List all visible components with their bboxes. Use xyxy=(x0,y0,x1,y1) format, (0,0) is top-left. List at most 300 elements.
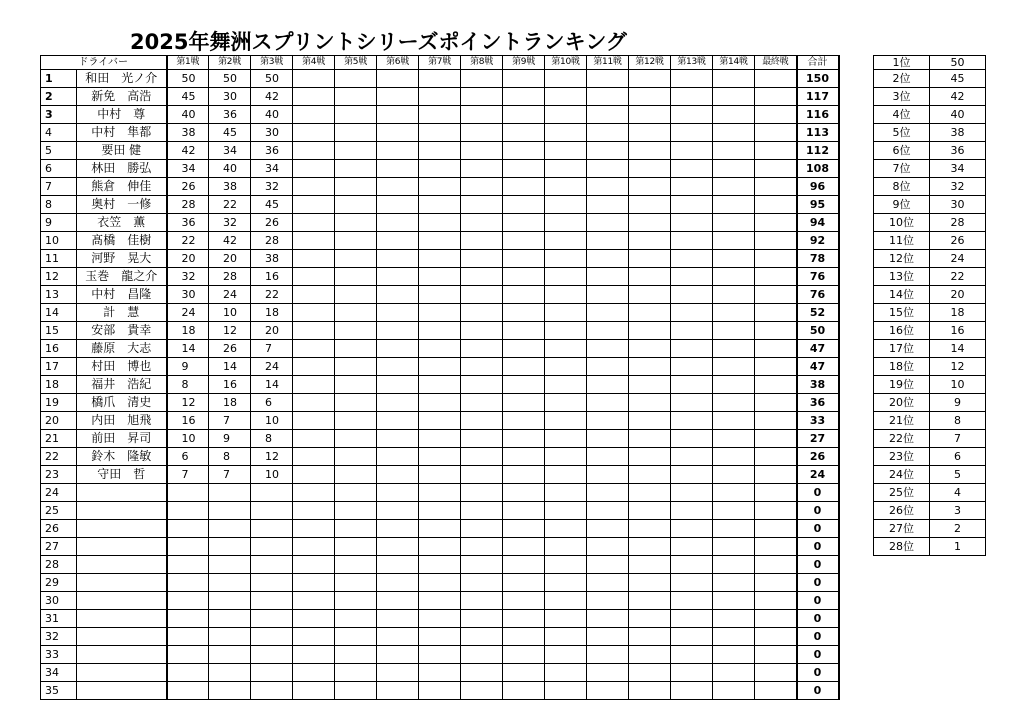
race-points xyxy=(755,664,797,682)
place-points: 9 xyxy=(930,394,986,412)
race-points xyxy=(629,394,671,412)
race-points xyxy=(335,664,377,682)
race-points xyxy=(671,142,713,160)
race-points xyxy=(461,250,503,268)
race-points xyxy=(629,214,671,232)
race-points xyxy=(377,178,419,196)
place-label: 22位 xyxy=(874,430,930,448)
page-title: 2025年舞洲スプリントシリーズポイントランキング xyxy=(130,30,627,54)
place-label: 25位 xyxy=(874,484,930,502)
race-points xyxy=(419,160,461,178)
race-points xyxy=(293,340,335,358)
driver-name xyxy=(77,628,167,646)
race-points xyxy=(545,268,587,286)
race-points xyxy=(377,484,419,502)
place-label: 28位 xyxy=(874,538,930,556)
race-points: 42 xyxy=(209,232,251,250)
place-label: 16位 xyxy=(874,322,930,340)
race-points xyxy=(335,322,377,340)
race-points xyxy=(713,520,755,538)
race-points xyxy=(713,592,755,610)
driver-name xyxy=(77,592,167,610)
race-points xyxy=(671,574,713,592)
race-points xyxy=(419,376,461,394)
race-points xyxy=(629,628,671,646)
total-points: 0 xyxy=(797,538,839,556)
race-points xyxy=(629,178,671,196)
place-label: 13位 xyxy=(874,268,930,286)
race-points xyxy=(755,538,797,556)
race-points xyxy=(671,664,713,682)
race-points xyxy=(503,484,545,502)
race-points xyxy=(335,466,377,484)
place-label: 10位 xyxy=(874,214,930,232)
table-row xyxy=(874,214,986,232)
total-points: 0 xyxy=(797,574,839,592)
race-points xyxy=(755,322,797,340)
driver-name: 安部 貴幸 xyxy=(77,322,167,340)
race-points xyxy=(293,538,335,556)
race-points xyxy=(461,646,503,664)
total-points: 92 xyxy=(797,232,839,250)
race-points xyxy=(629,142,671,160)
race-points xyxy=(293,88,335,106)
race-points xyxy=(251,610,293,628)
race-points xyxy=(293,628,335,646)
row-number: 9 xyxy=(41,214,77,232)
race-points xyxy=(545,664,587,682)
race-points: 20 xyxy=(251,322,293,340)
race-points xyxy=(713,448,755,466)
race-points xyxy=(293,664,335,682)
race-points xyxy=(335,484,377,502)
race-points xyxy=(713,142,755,160)
race-points xyxy=(461,502,503,520)
race-points xyxy=(167,610,209,628)
race-points xyxy=(503,358,545,376)
race-header: 第9戦 xyxy=(503,56,545,70)
race-points: 50 xyxy=(167,70,209,88)
race-points xyxy=(755,124,797,142)
race-points xyxy=(419,412,461,430)
race-points xyxy=(671,196,713,214)
place-label: 9位 xyxy=(874,196,930,214)
race-points xyxy=(755,232,797,250)
table-row xyxy=(874,88,986,106)
race-points xyxy=(461,538,503,556)
race-points xyxy=(545,250,587,268)
race-points xyxy=(713,304,755,322)
race-points xyxy=(545,214,587,232)
race-points xyxy=(419,466,461,484)
driver-name xyxy=(77,646,167,664)
race-points xyxy=(251,682,293,700)
race-points xyxy=(377,106,419,124)
race-points xyxy=(377,430,419,448)
race-points xyxy=(713,196,755,214)
race-points xyxy=(629,556,671,574)
table-row xyxy=(41,556,839,574)
race-points xyxy=(503,250,545,268)
place-points: 38 xyxy=(930,124,986,142)
race-points xyxy=(755,574,797,592)
race-points xyxy=(755,628,797,646)
race-points xyxy=(461,286,503,304)
race-points xyxy=(419,196,461,214)
race-points xyxy=(293,646,335,664)
place-label: 14位 xyxy=(874,286,930,304)
race-points xyxy=(167,646,209,664)
row-number: 18 xyxy=(41,376,77,394)
driver-name xyxy=(77,520,167,538)
race-points xyxy=(503,376,545,394)
race-points: 30 xyxy=(167,286,209,304)
race-points xyxy=(629,574,671,592)
race-points xyxy=(377,538,419,556)
race-points xyxy=(377,502,419,520)
race-points xyxy=(629,502,671,520)
table-row xyxy=(41,340,839,358)
race-points xyxy=(713,466,755,484)
race-points: 32 xyxy=(251,178,293,196)
driver-name: 福井 浩紀 xyxy=(77,376,167,394)
race-points xyxy=(293,286,335,304)
race-points: 38 xyxy=(167,124,209,142)
race-points xyxy=(461,448,503,466)
race-points xyxy=(503,628,545,646)
race-points xyxy=(713,358,755,376)
race-points xyxy=(377,124,419,142)
race-points xyxy=(713,610,755,628)
race-header: 第6戦 xyxy=(377,56,419,70)
race-points xyxy=(461,106,503,124)
race-points xyxy=(461,412,503,430)
race-points xyxy=(419,124,461,142)
race-points xyxy=(293,682,335,700)
race-points xyxy=(335,412,377,430)
race-points: 18 xyxy=(167,322,209,340)
race-points xyxy=(545,448,587,466)
place-points: 42 xyxy=(930,88,986,106)
race-points xyxy=(755,358,797,376)
race-points xyxy=(335,124,377,142)
row-number: 26 xyxy=(41,520,77,538)
race-points xyxy=(461,160,503,178)
race-points xyxy=(545,646,587,664)
race-points xyxy=(209,646,251,664)
race-points xyxy=(545,304,587,322)
driver-name: 衣笠 薫 xyxy=(77,214,167,232)
race-points xyxy=(209,682,251,700)
race-points xyxy=(461,628,503,646)
race-points xyxy=(671,286,713,304)
race-points xyxy=(503,574,545,592)
driver-name: 和田 光ノ介 xyxy=(77,70,167,88)
total-points: 76 xyxy=(797,268,839,286)
race-points: 36 xyxy=(209,106,251,124)
place-points: 1 xyxy=(930,538,986,556)
race-points xyxy=(335,88,377,106)
place-points: 12 xyxy=(930,358,986,376)
race-points xyxy=(629,340,671,358)
driver-name: 林田 勝弘 xyxy=(77,160,167,178)
row-number: 34 xyxy=(41,664,77,682)
race-points xyxy=(713,502,755,520)
race-points xyxy=(755,142,797,160)
place-label: 7位 xyxy=(874,160,930,178)
race-points: 7 xyxy=(209,412,251,430)
driver-name: 橋爪 清史 xyxy=(77,394,167,412)
table-row xyxy=(41,106,839,124)
race-points xyxy=(587,70,629,88)
race-points xyxy=(251,520,293,538)
race-points xyxy=(587,664,629,682)
race-points xyxy=(587,232,629,250)
race-points xyxy=(167,628,209,646)
race-points xyxy=(461,322,503,340)
place-points: 2 xyxy=(930,520,986,538)
race-points xyxy=(461,340,503,358)
race-points xyxy=(755,520,797,538)
ranking-header-row xyxy=(41,56,839,70)
race-points xyxy=(209,484,251,502)
race-points xyxy=(755,592,797,610)
race-points xyxy=(251,628,293,646)
total-points: 108 xyxy=(797,160,839,178)
race-points: 34 xyxy=(209,142,251,160)
race-points: 36 xyxy=(167,214,209,232)
place-label: 18位 xyxy=(874,358,930,376)
race-points xyxy=(419,358,461,376)
race-points xyxy=(461,70,503,88)
table-row xyxy=(41,214,839,232)
place-points: 36 xyxy=(930,142,986,160)
place-label: 6位 xyxy=(874,142,930,160)
table-row xyxy=(41,628,839,646)
race-points xyxy=(713,178,755,196)
race-points xyxy=(587,286,629,304)
race-points xyxy=(335,574,377,592)
place-label: 24位 xyxy=(874,466,930,484)
race-points xyxy=(545,178,587,196)
driver-header: ドライバー xyxy=(41,56,167,70)
place-points: 32 xyxy=(930,178,986,196)
race-points xyxy=(587,142,629,160)
table-row xyxy=(874,286,986,304)
table-row xyxy=(41,178,839,196)
race-points: 30 xyxy=(251,124,293,142)
race-points: 14 xyxy=(251,376,293,394)
table-row xyxy=(41,88,839,106)
race-points xyxy=(335,538,377,556)
race-points: 34 xyxy=(251,160,293,178)
race-points xyxy=(587,106,629,124)
driver-name xyxy=(77,538,167,556)
row-number: 13 xyxy=(41,286,77,304)
race-points xyxy=(671,160,713,178)
race-points xyxy=(419,502,461,520)
race-points xyxy=(377,322,419,340)
race-points xyxy=(167,538,209,556)
place-points: 3 xyxy=(930,502,986,520)
race-points: 6 xyxy=(167,448,209,466)
race-points xyxy=(587,124,629,142)
row-number: 2 xyxy=(41,88,77,106)
race-points xyxy=(503,610,545,628)
place-label: 21位 xyxy=(874,412,930,430)
row-number: 10 xyxy=(41,232,77,250)
race-points: 40 xyxy=(209,160,251,178)
race-header: 第11戦 xyxy=(587,56,629,70)
race-points xyxy=(377,520,419,538)
race-points xyxy=(587,88,629,106)
race-points xyxy=(671,628,713,646)
race-points xyxy=(587,610,629,628)
race-points xyxy=(713,88,755,106)
place-points: 28 xyxy=(930,214,986,232)
race-points xyxy=(545,358,587,376)
race-points xyxy=(587,448,629,466)
race-points xyxy=(671,358,713,376)
table-row xyxy=(874,466,986,484)
driver-name: 藤原 大志 xyxy=(77,340,167,358)
race-points xyxy=(251,646,293,664)
table-row xyxy=(874,160,986,178)
place-points: 20 xyxy=(930,286,986,304)
place-label: 4位 xyxy=(874,106,930,124)
race-points xyxy=(419,106,461,124)
race-points: 26 xyxy=(251,214,293,232)
row-number: 27 xyxy=(41,538,77,556)
race-header: 第3戦 xyxy=(251,56,293,70)
race-points xyxy=(629,232,671,250)
total-points: 112 xyxy=(797,142,839,160)
race-points xyxy=(251,556,293,574)
race-points xyxy=(713,430,755,448)
race-points: 38 xyxy=(209,178,251,196)
race-points xyxy=(377,448,419,466)
driver-name: 前田 昇司 xyxy=(77,430,167,448)
race-points: 20 xyxy=(167,250,209,268)
race-points xyxy=(461,610,503,628)
table-row xyxy=(874,394,986,412)
place-points: 5 xyxy=(930,466,986,484)
race-points xyxy=(671,232,713,250)
race-points xyxy=(461,232,503,250)
driver-name xyxy=(77,556,167,574)
race-points xyxy=(335,682,377,700)
race-points: 8 xyxy=(167,376,209,394)
race-points xyxy=(629,304,671,322)
total-points: 116 xyxy=(797,106,839,124)
race-points xyxy=(503,664,545,682)
race-points xyxy=(671,124,713,142)
race-points xyxy=(167,502,209,520)
race-points xyxy=(587,304,629,322)
table-row xyxy=(41,268,839,286)
race-points xyxy=(587,538,629,556)
total-points: 0 xyxy=(797,520,839,538)
total-points: 95 xyxy=(797,196,839,214)
race-points xyxy=(671,538,713,556)
table-row xyxy=(41,394,839,412)
race-points xyxy=(629,160,671,178)
total-points: 113 xyxy=(797,124,839,142)
race-points xyxy=(503,124,545,142)
place-label: 27位 xyxy=(874,520,930,538)
race-points xyxy=(629,538,671,556)
race-points xyxy=(503,268,545,286)
race-points: 18 xyxy=(251,304,293,322)
race-points xyxy=(167,520,209,538)
table-row xyxy=(41,484,839,502)
race-points xyxy=(545,232,587,250)
race-points xyxy=(629,286,671,304)
place-label: 19位 xyxy=(874,376,930,394)
race-points xyxy=(671,70,713,88)
race-points: 28 xyxy=(251,232,293,250)
race-header: 第13戦 xyxy=(671,56,713,70)
race-points xyxy=(419,322,461,340)
race-points xyxy=(545,574,587,592)
race-points xyxy=(377,70,419,88)
race-points xyxy=(419,520,461,538)
race-points xyxy=(503,88,545,106)
race-points xyxy=(419,682,461,700)
race-points xyxy=(461,268,503,286)
row-number: 20 xyxy=(41,412,77,430)
row-number: 30 xyxy=(41,592,77,610)
table-row xyxy=(874,232,986,250)
row-number: 22 xyxy=(41,448,77,466)
race-points xyxy=(671,412,713,430)
race-points: 26 xyxy=(209,340,251,358)
table-row xyxy=(41,610,839,628)
table-row xyxy=(41,142,839,160)
total-points: 0 xyxy=(797,502,839,520)
driver-name: 中村 尊 xyxy=(77,106,167,124)
race-points xyxy=(545,430,587,448)
race-points xyxy=(587,178,629,196)
race-points xyxy=(629,466,671,484)
race-header: 第1戦 xyxy=(167,56,209,70)
race-points xyxy=(713,646,755,664)
race-points: 7 xyxy=(209,466,251,484)
race-points xyxy=(629,610,671,628)
total-points: 0 xyxy=(797,664,839,682)
race-points: 36 xyxy=(251,142,293,160)
race-points xyxy=(629,484,671,502)
table-row xyxy=(874,502,986,520)
race-header: 第8戦 xyxy=(461,56,503,70)
race-points xyxy=(713,124,755,142)
race-points xyxy=(503,142,545,160)
driver-name xyxy=(77,682,167,700)
race-points xyxy=(587,682,629,700)
race-points xyxy=(671,250,713,268)
table-row xyxy=(874,484,986,502)
total-points: 0 xyxy=(797,628,839,646)
race-points xyxy=(461,430,503,448)
race-points xyxy=(335,178,377,196)
race-points xyxy=(209,628,251,646)
race-points xyxy=(503,70,545,88)
race-points xyxy=(503,232,545,250)
race-points xyxy=(545,394,587,412)
row-number: 7 xyxy=(41,178,77,196)
row-number: 25 xyxy=(41,502,77,520)
race-points xyxy=(545,502,587,520)
